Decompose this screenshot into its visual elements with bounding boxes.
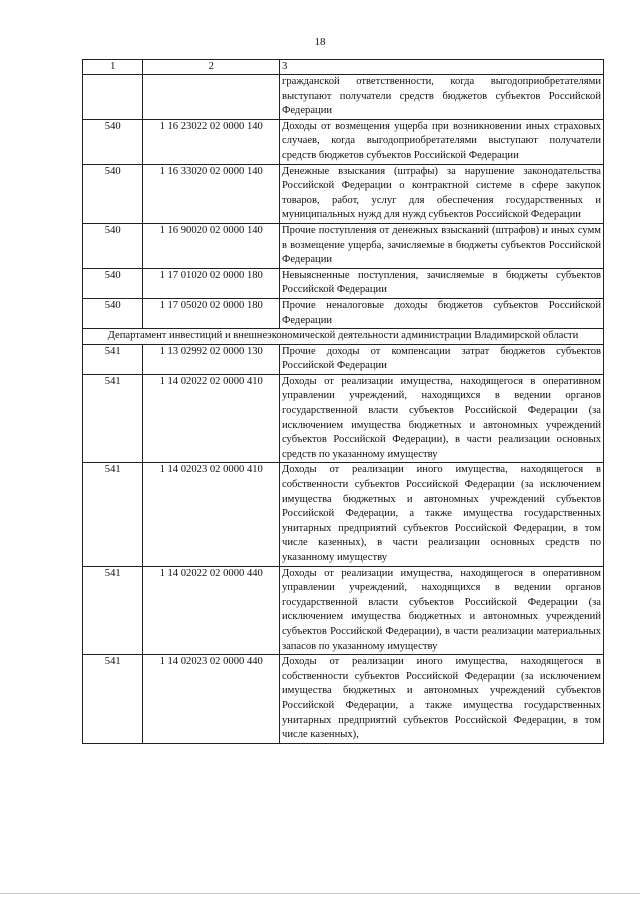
revenue-code-cell: 1 16 90020 02 0000 140: [143, 223, 280, 268]
admin-code-cell: 540: [83, 268, 143, 298]
description-cell: Доходы от реализации имущества, находящегося в оперативном управлении учреждений, находящихся в ведении органов государственной власти субъектов Российской Федерации (за исключением имущества бюджетных и автономных учреждений субъектов Российской Федерации), в части реализации основных средств по указанному имуществу: [280, 374, 604, 463]
revenue-code-cell: [143, 75, 280, 120]
revenue-code-cell: 1 14 02023 02 0000 440: [143, 655, 280, 744]
admin-code-cell: 541: [83, 566, 143, 655]
table-row: [83, 344, 604, 374]
column-header-2: 2: [143, 60, 280, 75]
admin-code-cell: [83, 75, 143, 120]
table-row: [83, 164, 604, 223]
description-cell: Прочие доходы от компенсации затрат бюджетов субъектов Российской Федерации: [280, 344, 604, 374]
revenue-code-cell: 1 14 02022 02 0000 440: [143, 566, 280, 655]
table-row: [83, 374, 604, 463]
column-header-3: 3: [280, 60, 604, 75]
table-row: [83, 75, 604, 120]
description-cell: Прочие неналоговые доходы бюджетов субъектов Российской Федерации: [280, 298, 604, 328]
revenue-code-cell: 1 14 02022 02 0000 410: [143, 374, 280, 463]
description-cell: Денежные взыскания (штрафы) за нарушение законодательства Российской Федерации о контрактной системе в сфере закупок товаров, работ, услуг для обеспечения государственных и муниципальных нужд для нужд субъектов Российской Федерации: [280, 164, 604, 223]
description-cell: Невыясненные поступления, зачисляемые в бюджеты субъектов Российской Федерации: [280, 268, 604, 298]
column-header-1: 1: [83, 60, 143, 75]
table-row: [83, 566, 604, 655]
description-cell: Доходы от реализации имущества, находящегося в оперативном управлении учреждений, находящихся в ведении органов государственной власти субъектов Российской Федерации (за исключением имущества бюджетных и автономных учреждений субъектов Российской Федерации), в части реализации материальных запасов по указанному имуществу: [280, 566, 604, 655]
description-cell: Доходы от реализации иного имущества, находящегося в собственности субъектов Российской Федерации (за исключением имущества бюджетных и автономных учреждений субъектов Российской Федерации, а также имущества государственных унитарных предприятий субъектов Российской Федерации, в том числе казенных),: [280, 655, 604, 744]
admin-code-cell: 540: [83, 119, 143, 164]
admin-code-cell: 540: [83, 164, 143, 223]
description-cell: Прочие поступления от денежных взысканий (штрафов) и иных сумм в возмещение ущерба, зачисляемые в бюджеты субъектов Российской Федерации: [280, 223, 604, 268]
page-number: 18: [314, 36, 326, 48]
admin-code-cell: 541: [83, 463, 143, 566]
admin-code-cell: 541: [83, 344, 143, 374]
revenue-code-cell: 1 16 23022 02 0000 140: [143, 119, 280, 164]
revenue-code-cell: 1 17 01020 02 0000 180: [143, 268, 280, 298]
table-row: [83, 268, 604, 298]
revenue-code-table: [82, 59, 604, 744]
admin-code-cell: 541: [83, 655, 143, 744]
description-cell: Доходы от реализации иного имущества, находящегося в собственности субъектов Российской Федерации (за исключением имущества бюджетных и автономных учреждений субъектов Российской Федерации, а также имущества государственных унитарных предприятий субъектов Российской Федерации, в том числе казенных), в части реализации основных средств по указанному имуществу: [280, 463, 604, 566]
revenue-code-cell: 1 16 33020 02 0000 140: [143, 164, 280, 223]
department-heading: Департамент инвестиций и внешнеэкономической деятельности администрации Владимирской области: [83, 329, 604, 345]
description-cell: Доходы от возмещения ущерба при возникновении иных страховых случаев, когда выгодоприобретателями выступают получатели средств бюджетов субъектов Российской Федерации: [280, 119, 604, 164]
description-cell: гражданской ответственности, когда выгодоприобретателями выступают получатели средств бюджетов субъектов Российской Федерации: [280, 75, 604, 120]
revenue-code-cell: 1 13 02992 02 0000 130: [143, 344, 280, 374]
department-heading-row: [83, 329, 604, 345]
admin-code-cell: 540: [83, 298, 143, 328]
table-row: [83, 655, 604, 744]
table-row: [83, 463, 604, 566]
revenue-code-cell: 1 17 05020 02 0000 180: [143, 298, 280, 328]
table-row: [83, 119, 604, 164]
table-row: [83, 223, 604, 268]
table-header-row: [83, 60, 604, 75]
table-row: [83, 298, 604, 328]
revenue-code-cell: 1 14 02023 02 0000 410: [143, 463, 280, 566]
admin-code-cell: 540: [83, 223, 143, 268]
admin-code-cell: 541: [83, 374, 143, 463]
page-bottom-rule: [0, 893, 640, 894]
